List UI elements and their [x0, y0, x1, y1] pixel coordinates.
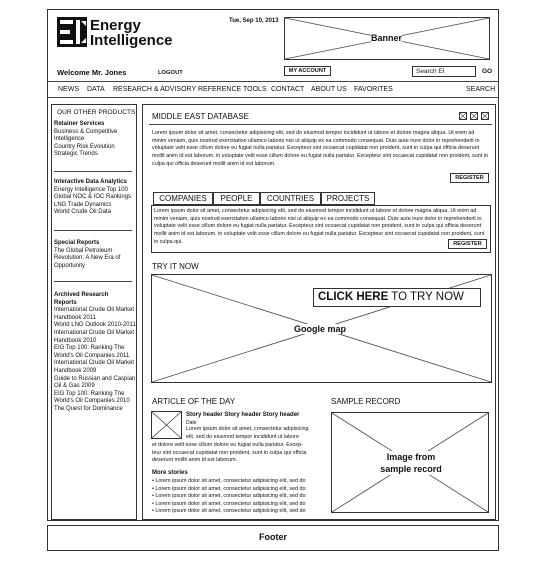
to-try-now-text: TO TRY NOW	[388, 291, 464, 303]
list-item[interactable]: • Lorem ipsum dolor sit amet, consectetur adipisicing elit, sed do	[152, 493, 306, 500]
sample-image-label	[372, 451, 450, 475]
sidebar-item[interactable]: World's Oil Companies 2011	[54, 352, 130, 359]
logo-mark-icon	[57, 17, 87, 47]
banner[interactable]	[284, 17, 490, 60]
map-label: Google map	[294, 324, 347, 334]
list-item[interactable]: • Lorem ipsum dolor sit amet, consectetur adipisicing elit, sed do	[152, 485, 306, 492]
sidebar-item[interactable]: Opportunity	[54, 262, 86, 269]
story-date: Date	[186, 420, 197, 426]
sample-image-label-line2: sample record	[380, 464, 442, 474]
story-header[interactable]: Story header Story header Story header	[186, 412, 300, 418]
sidebar-item[interactable]: World's Oil Companies 2010	[54, 398, 130, 405]
sidebar-item[interactable]: Country Risk Evolution	[54, 143, 115, 150]
register-button-tabs[interactable]: REGISTER	[448, 239, 487, 249]
nav-item-news[interactable]: NEWS	[58, 86, 79, 93]
sidebar-title: OUR OTHER PRODUCTS	[57, 109, 136, 116]
list-item[interactable]: • Lorem ipsum dolor sit amet, consectetur adipisicing elit, sed do	[152, 478, 306, 484]
sidebar-item[interactable]: Intelligence	[54, 136, 85, 143]
sidebar-item[interactable]: International Crude Oil Market	[54, 329, 135, 336]
nav-item-contact[interactable]: CONTACT	[271, 86, 305, 93]
banner-label: Banner	[371, 33, 403, 43]
tab-people[interactable]: PEOPLE	[213, 192, 260, 205]
sidebar-item[interactable]: World LNG Outlook 2010-2011	[54, 322, 136, 329]
sidebar-item[interactable]: World Crude Oil Data	[54, 209, 111, 216]
logo-text-line1: Energy	[90, 17, 141, 34]
sidebar-divider	[54, 230, 132, 231]
go-button[interactable]: GO	[482, 68, 493, 75]
tab-countries[interactable]: COUNTRIES	[260, 192, 321, 205]
search-placeholder: Search EI	[416, 68, 445, 75]
more-stories-list	[152, 478, 322, 516]
sidebar-item[interactable]: EIG Top 100: Ranking The	[54, 345, 125, 352]
print-icon[interactable]	[470, 112, 478, 120]
sidebar-item[interactable]: Strategic Trends	[54, 151, 98, 158]
search-input[interactable]	[412, 66, 476, 77]
sidebar-item[interactable]: Revolution: A New Era of	[54, 255, 121, 262]
tab-panel-text: Lorem ipsum dolor sit amet, consectetur adipisicing elit, sed do eiusmod tempor incididunt ut labore et dolore magna aliqua. Ut enim ad minim veniam, quis nostrud exercitation ullamco laboris nisi ut aliquip ex ea commodo consequat. Duis aute irure dolor in reprehenderit in voluptate velit esse cillum dolore eu fugiat nulla pariatur. Excepteur sint occaecat cupidatat non proident, sunt in culpa qui officia deserunt mollit anim id est laborum. in voluptate velit esse cillum dolore eu fugiat nulla pariatur. Excepteur sint occaecat cupidatat non proident, sunt in culpa qui.	[154, 208, 485, 245]
sample-record-image[interactable]	[331, 412, 489, 513]
sidebar-heading: Interactive Data Analytics	[54, 179, 127, 185]
sidebar-item[interactable]: Oil & Gas 2009	[54, 383, 95, 390]
database-title-underline	[149, 124, 492, 125]
sidebar-heading: Archived Research Reports	[54, 292, 109, 306]
sidebar-section-analytics	[54, 179, 136, 217]
share-icon[interactable]	[459, 112, 467, 120]
logo-text-line2: Intelligence	[90, 32, 173, 49]
sidebar-item[interactable]: The Global Petroleum	[54, 247, 113, 254]
database-title: MIDDLE EAST DATABASE	[152, 112, 249, 121]
story-body: et dolore velit esse cillum dolore eu fugiat nulla pariatur. Excep- teur sint occaecat cupidatat non proident, sunt in culpa qui officia deserunt mollit anim id est laborum.	[152, 442, 307, 464]
list-item-text: Lorem ipsum dolor sit amet, consectetur adipisicing elit, sed do	[155, 493, 306, 500]
sidebar-item[interactable]: Handbook 2009	[54, 367, 97, 374]
sidebar-item[interactable]: Energy Intelligence Top 100	[54, 186, 128, 193]
list-item[interactable]: • Lorem ipsum dolor sit amet, consectetur adipisicing elit, sed do	[152, 500, 306, 507]
click-here-text	[318, 291, 464, 303]
sidebar-divider	[54, 171, 132, 172]
story-body-right: Lorem ipsum dolor sit amet, consectetur adipisicing elit, sed do eiusmod tempor incididunt ut labore	[186, 426, 309, 440]
sidebar-section-special	[54, 240, 136, 270]
register-button[interactable]: REGISTER	[450, 173, 489, 183]
sidebar-section-retainer	[54, 121, 136, 159]
sample-record-title: SAMPLE RECORD	[331, 397, 401, 406]
logout-link[interactable]: LOGOUT	[158, 70, 183, 76]
sidebar-item[interactable]: Handbook 2010	[54, 337, 97, 344]
more-stories-title: More stories	[152, 470, 188, 476]
click-here-button[interactable]	[313, 288, 481, 307]
welcome-text: Welcome Mr. Jones	[57, 68, 127, 77]
sidebar-item[interactable]: Guide to Russian and Caspian	[54, 375, 136, 382]
logo[interactable]	[57, 17, 177, 49]
sidebar-item[interactable]: International Crude Oil Market	[54, 360, 135, 367]
sidebar-item[interactable]: Business & Competitive	[54, 128, 118, 135]
email-icon[interactable]	[481, 112, 489, 120]
sidebar-divider	[54, 281, 132, 282]
my-account-button[interactable]: MY ACCOUNT	[284, 66, 331, 76]
sample-image-label-line1: Image from	[386, 452, 436, 462]
sidebar-item[interactable]: The Quest for Dominance	[54, 405, 123, 412]
tab-companies[interactable]: COMPANIES	[153, 192, 213, 205]
nav-item-reference-tools[interactable]: REFERENCE TOOLS	[198, 86, 267, 93]
footer-label: Footer	[259, 532, 287, 542]
nav-item-data[interactable]: DATA	[87, 86, 105, 93]
nav-item-research-advisory[interactable]: RESEARCH & ADVISORY	[113, 86, 197, 93]
sidebar-item[interactable]: EIG Top 100: Ranking The	[54, 390, 125, 397]
sidebar-heading: Special Reports	[54, 240, 100, 246]
sidebar-section-archived	[54, 292, 136, 414]
nav-item-favorites[interactable]: FAVORITES	[354, 86, 393, 93]
sidebar-item[interactable]: Global NOC & IOC Rankings	[54, 194, 132, 201]
click-here-strong: CLICK HERE	[318, 291, 389, 303]
nav-top-divider	[47, 81, 499, 82]
sidebar-item[interactable]: Handbook 2011	[54, 314, 96, 321]
sidebar-heading: Retainer Services	[54, 121, 105, 127]
sidebar-item[interactable]: LNG Trade Dynamics	[54, 201, 112, 208]
nav-search[interactable]: SEARCH	[466, 86, 496, 93]
nav-item-about-us[interactable]: ABOUT US	[311, 86, 347, 93]
list-item-text: Lorem ipsum dolor sit amet, consectetur adipisicing elit, sed do	[155, 485, 306, 492]
current-date: Tue, Sep 10, 2013	[229, 18, 279, 24]
article-title: ARTICLE OF THE DAY	[152, 397, 236, 406]
list-item-text: Lorem ipsum dolor sit amet, consectetur adipisicing elit, sed do	[155, 508, 306, 515]
list-item[interactable]: • Lorem ipsum dolor sit amet, consectetur adipisicing elit, sed do	[152, 508, 306, 515]
article-image-placeholder-icon	[152, 412, 181, 438]
article-thumbnail[interactable]	[151, 411, 182, 439]
database-intro: Lorem ipsum dolor sit amet, consectetur adipisicing elit, sed do eiusmod tempor incididunt ut labore et dolore magna aliqua. Ut enim ad minim veniam, quis nostrud exercitation ullamco laboris nisi ut aliquip ex ea commodo consequat. Duis aute irure dolor in reprehenderit in voluptate velit esse cillum dolore eu fugiat nulla pariatur. Excepteur sint occaecat cupidatat non proident, sunt in culpa qui officia deserunt mollit anim id est laborum. in voluptate velit esse cillum dolore eu fugiat nulla pariatur. Excepteur sint occaecat cupidatat non proident, sunt in culpa qui officia deserunt mollit anim id est laborum.	[152, 130, 488, 167]
list-item-text: Lorem ipsum dolor sit amet, consectetur adipisicing elit, sed do	[155, 500, 306, 507]
list-item-text: Lorem ipsum dolor sit amet, consectetur adipisicing elit, sed do	[155, 478, 306, 484]
footer	[47, 525, 499, 551]
nav-bottom-divider	[47, 97, 499, 98]
sidebar-item[interactable]: International Crude Oil Market	[54, 307, 135, 314]
tab-projects[interactable]: PROJECTS	[321, 192, 375, 205]
try-it-now-title: TRY IT NOW	[152, 262, 199, 271]
